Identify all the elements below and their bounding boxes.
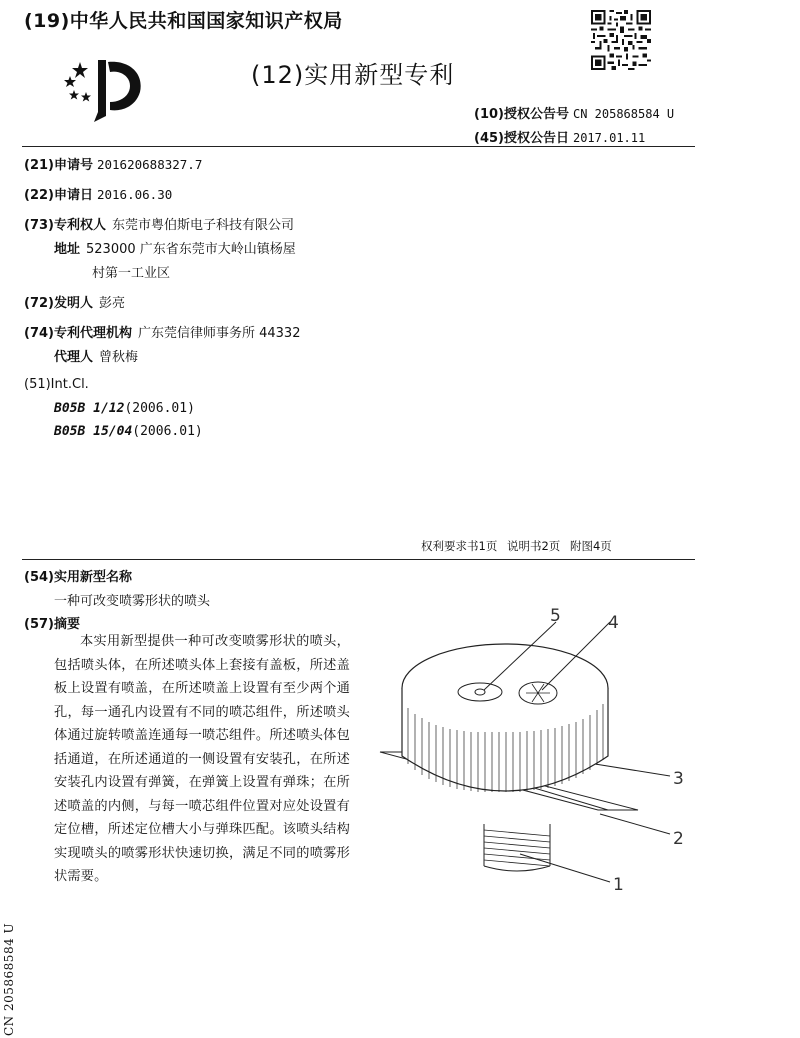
inventor-label: (72)发明人 [24, 296, 93, 311]
application-date-value: 2016.06.30 [96, 187, 173, 202]
patent-agency [24, 322, 300, 341]
leader-line-3 [595, 764, 670, 776]
page-counts: 权利要求书1页 说明书2页 附图4页 [421, 539, 612, 553]
ipc-entry [54, 424, 203, 439]
inventor [24, 292, 125, 311]
patentee-label: (73)专利权人 [24, 218, 106, 233]
abstract-text: 本实用新型提供一种可改变喷雾形状的喷头，包括喷头体，在所述喷头体上套接有盖板，所述盖板上设置有喷盖，在所述喷盖上设置有至少两个通孔，每一通孔内设置有不同的喷芯组件，所述喷头体通过旋转喷盖连通每一喷芯组件。所述喷头体包括通道，在所述通道的一侧设置有安装孔，在所述安装孔内设置有弹簧，在弹簧上设置有弹珠；在所述喷盖的内侧，与每一喷芯组件位置对应处设置有定位槽，所述定位槽大小与弹珠匹配。该喷头结构实现喷头的喷雾形状快速切换，满足不同的喷雾形状需要。 [54, 634, 350, 884]
leader-line-1 [520, 854, 610, 882]
divider [22, 559, 695, 560]
address [54, 238, 296, 257]
application-number [24, 154, 202, 173]
leader-line-2 [600, 814, 670, 834]
ipc-label: (51)Int.Cl. [24, 377, 89, 392]
publication-number [474, 103, 674, 122]
ipc-code: B05B 1/12 [54, 401, 125, 416]
agent-value: 曾秋梅 [99, 350, 139, 365]
publication-date [474, 127, 645, 146]
patent-agency-value: 广东莞信律师事务所 44332 [137, 326, 301, 341]
spray-cap-body [402, 688, 608, 791]
publication-date-label: (45)授权公告日 [474, 131, 569, 146]
ipc-version: (2006.01) [132, 424, 203, 439]
figure-label: 1 [613, 875, 624, 895]
figure-label: 5 [550, 606, 561, 626]
address-line-1: 523000 广东省东莞市大岭山镇杨屋 [86, 242, 296, 257]
divider [22, 146, 695, 147]
inventor-value: 彭亮 [98, 296, 125, 311]
address-label: 地址 [54, 242, 81, 257]
side-publication-number: CN 205868584 U [2, 922, 16, 1036]
patentee [24, 214, 294, 233]
ipc-version: (2006.01) [124, 401, 195, 416]
document-type: (12)实用新型专利 [251, 61, 455, 89]
utility-model-title-label: (54)实用新型名称 [24, 570, 132, 585]
figure-label: 4 [608, 613, 619, 633]
utility-model-title: 一种可改变喷雾形状的喷头 [54, 594, 211, 609]
application-date-label: (22)申请日 [24, 188, 93, 203]
abstract-label: (57)摘要 [24, 617, 80, 632]
issuing-office: (19)中华人民共和国国家知识产权局 [24, 10, 343, 32]
patentee-value: 东莞市粤伯斯电子科技有限公司 [111, 218, 294, 233]
application-number-label: (21)申请号 [24, 158, 93, 173]
patent-agency-label: (74)专利代理机构 [24, 326, 132, 341]
publication-date-value: 2017.01.11 [572, 131, 646, 145]
publication-number-label: (10)授权公告号 [474, 107, 569, 122]
address-line-2: 村第一工业区 [92, 266, 171, 281]
application-number-value: 201620688327.7 [96, 157, 203, 172]
qr-code-icon [591, 10, 651, 70]
figure-label: 2 [673, 829, 684, 849]
figure-label: 3 [673, 769, 684, 789]
agent-label: 代理人 [54, 350, 94, 365]
ipc-code: B05B 15/04 [54, 424, 133, 439]
publication-number-value: CN 205868584 U [572, 107, 675, 121]
cnipa-logo-icon [60, 56, 150, 126]
ipc-entry [54, 401, 195, 416]
nozzle-drawing [370, 604, 700, 904]
application-date [24, 184, 172, 203]
agent [54, 346, 138, 365]
